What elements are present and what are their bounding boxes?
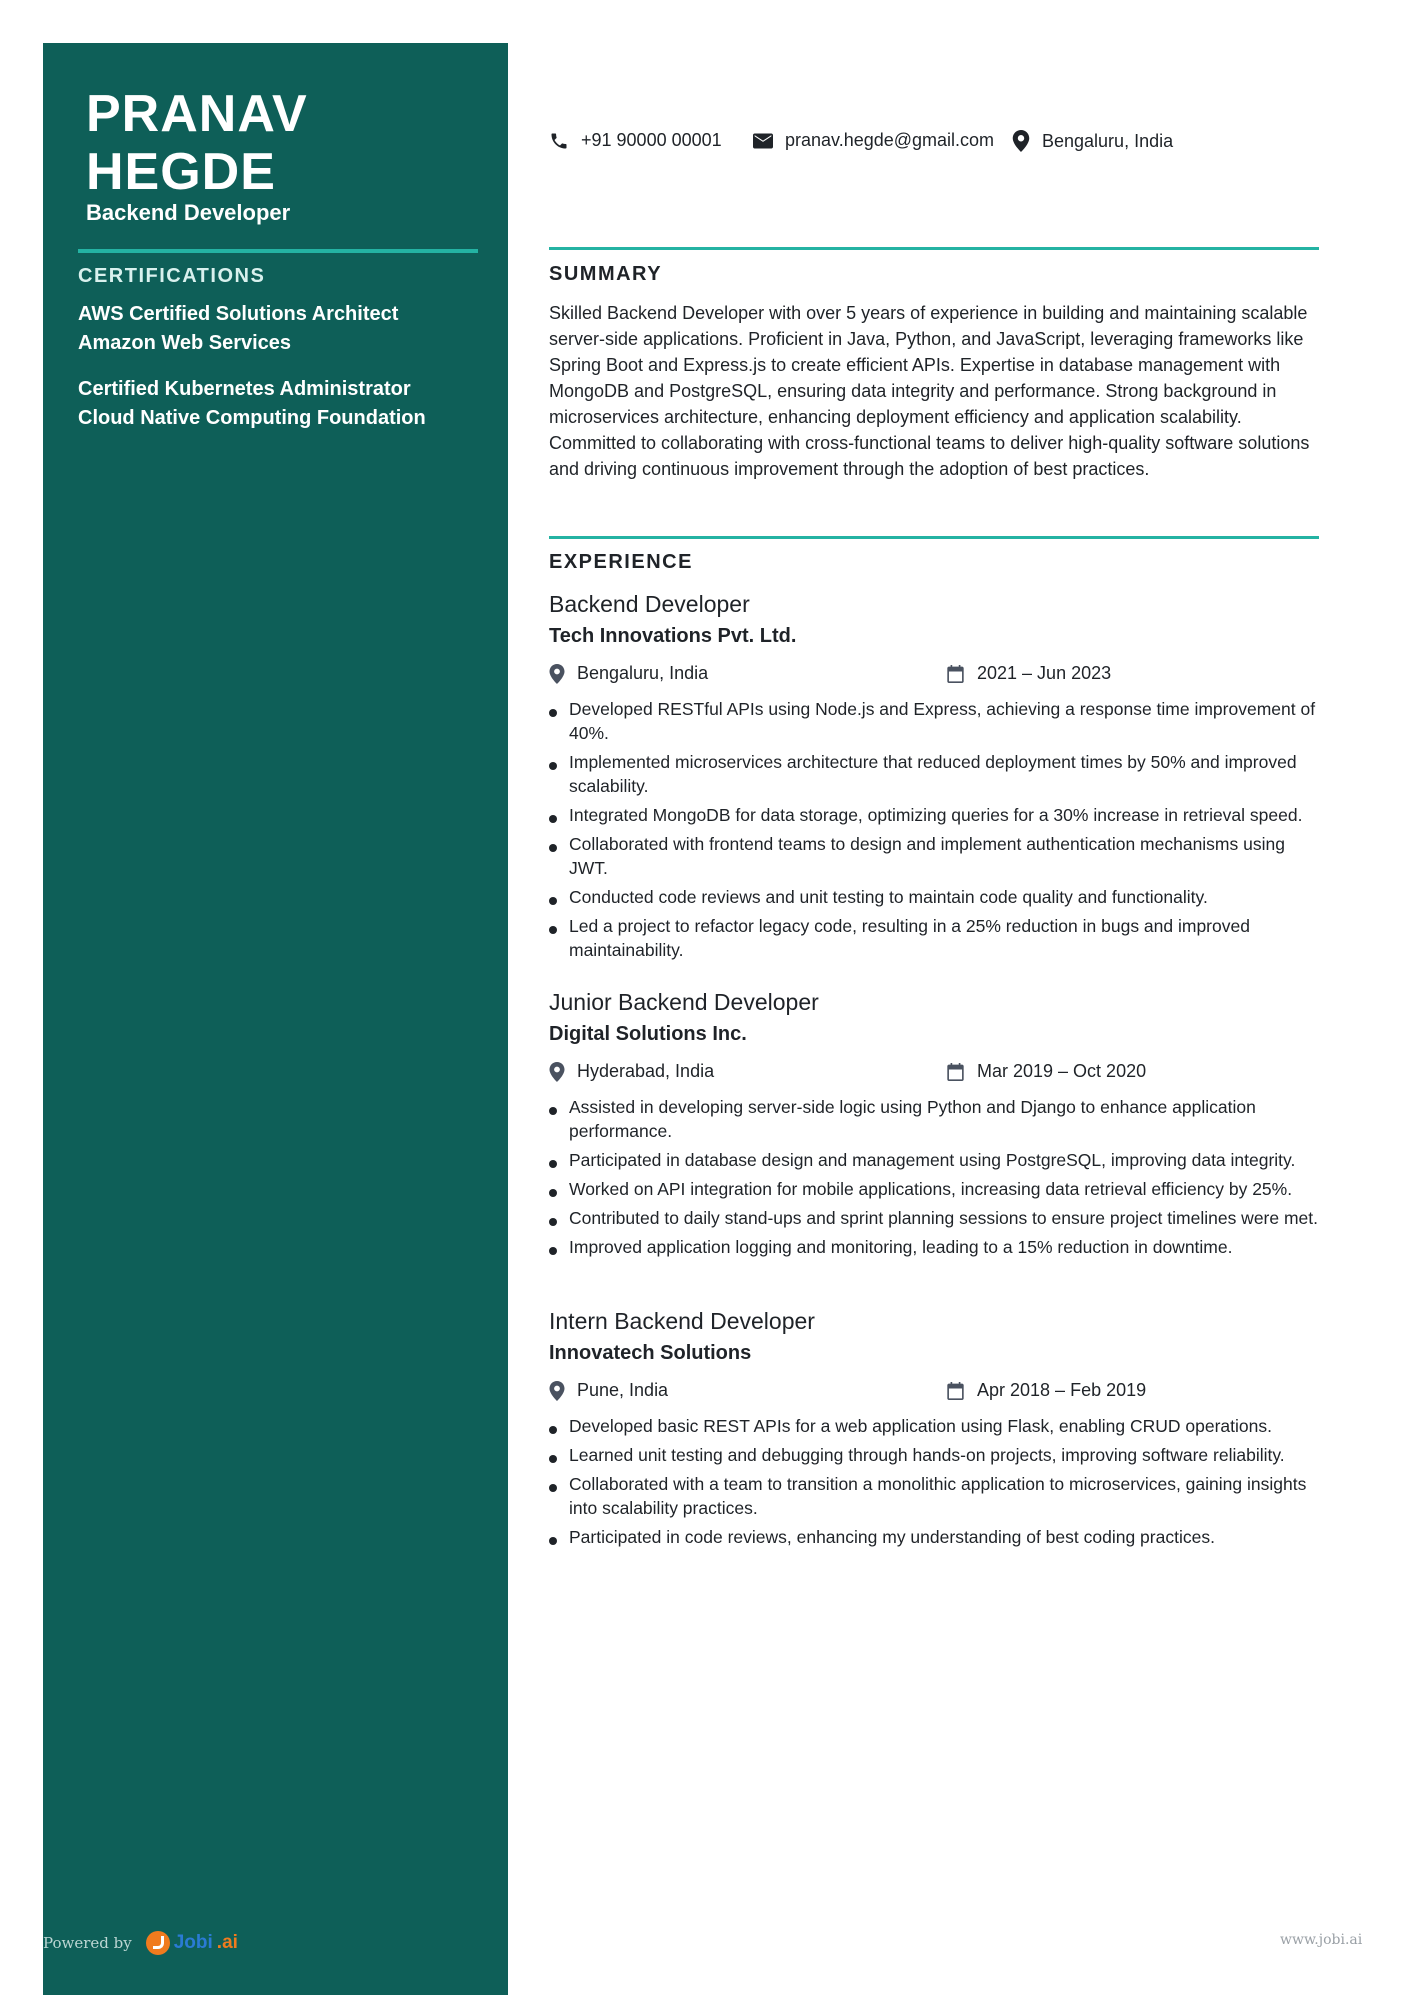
last-name: HEGDE [86,143,276,201]
section-divider [549,536,1319,539]
contact-email[interactable] [753,130,994,151]
sidebar-divider [78,249,478,253]
candidate-name [86,85,466,201]
candidate-role: Backend Developer [86,200,291,225]
calendar-icon [947,1063,964,1081]
job-bullet: Learned unit testing and debugging through hands-on projects, improving software reliability. [549,1443,1324,1467]
job-bullets [549,1414,1324,1549]
job-title: Intern Backend Developer [549,1308,815,1334]
job-location [549,1061,714,1082]
certifications-heading: CERTIFICATIONS [78,265,266,287]
location-icon [549,1062,565,1082]
job-dates-text: Apr 2018 – Feb 2019 [977,1380,1147,1400]
job-bullet: Collaborated with frontend teams to design and implement authentication mechanisms using JWT. [549,832,1324,880]
experience-entry [549,986,1324,1264]
certification-issuer: Amazon Web Services [78,332,292,354]
job-dates [947,663,1111,684]
job-bullet: Developed RESTful APIs using Node.js and Express, achieving a response time improvement of 40%. [549,697,1324,745]
contact-location [1012,130,1173,152]
job-bullet: Participated in database design and management using PostgreSQL, improving data integrity. [549,1148,1324,1172]
email-icon [753,133,773,149]
job-bullet: Implemented microservices architecture that reduced deployment times by 50% and improved scalability. [549,750,1324,798]
job-location [549,663,708,684]
job-company: Innovatech Solutions [549,1342,752,1364]
job-bullet: Contributed to daily stand-ups and sprint planning sessions to ensure project timelines were met. [549,1206,1324,1230]
job-title: Junior Backend Developer [549,989,819,1015]
phone-text: +91 90000 00001 [581,130,722,150]
experience-entry [549,1305,1324,1554]
job-bullet: Integrated MongoDB for data storage, optimizing queries for a 30% increase in retrieval speed. [549,803,1324,827]
job-bullet: Assisted in developing server-side logic using Python and Django to enhance application performance. [549,1095,1324,1143]
job-location-text: Hyderabad, India [577,1061,715,1081]
calendar-icon [947,1382,964,1400]
job-bullet: Worked on API integration for mobile applications, increasing data retrieval efficiency by 25%. [549,1177,1324,1201]
section-divider [549,247,1319,250]
job-location [549,1380,668,1401]
job-dates [947,1380,1146,1401]
job-dates [947,1061,1146,1082]
location-text: Bengaluru, India [1042,130,1174,151]
contact-phone[interactable] [549,130,722,151]
job-location-text: Bengaluru, India [577,663,709,683]
location-icon [549,1381,565,1401]
certification-item [78,300,498,358]
job-bullet: Conducted code reviews and unit testing to maintain code quality and functionality. [549,885,1324,909]
job-bullet: Developed basic REST APIs for a web application using Flask, enabling CRUD operations. [549,1414,1324,1438]
jobi-logo-suffix: .ai [216,1932,238,1953]
phone-icon [549,131,569,151]
job-meta [549,1061,1324,1091]
jobi-logo[interactable] [146,1931,238,1955]
job-dates-text: 2021 – Jun 2023 [977,663,1112,683]
certification-name: AWS Certified Solutions Architect [78,303,399,325]
job-company: Tech Innovations Pvt. Ltd. [549,625,797,647]
site-link[interactable]: www.jobi.ai [1280,1932,1363,1948]
job-meta [549,1380,1324,1410]
sidebar [43,43,508,1995]
location-icon [549,664,565,684]
certification-issuer: Cloud Native Computing Foundation [78,407,426,429]
powered-by [43,1931,238,1955]
job-bullets [549,1095,1324,1259]
jobi-logo-text: Jobi [173,1932,213,1953]
summary-text: Skilled Backend Developer with over 5 years of experience in building and maintaining scalable server-side applications. Proficient in Java, Python, and JavaScript, leveraging frameworks like Spring Boot and Express.js to create efficient APIs. Expertise in database management with MongoDB and PostgreSQL, ensuring data integrity and performance. Strong background in microservices architecture, enhancing deployment efficiency and application scalability. Committed to collaborating with cross-functional teams to deliver high-quality software solutions and driving continuous improvement through the adoption of best practices. [549,303,1310,479]
powered-by-label: Powered by [43,1934,132,1952]
job-location-text: Pune, India [577,1380,669,1400]
job-bullet: Collaborated with a team to transition a monolithic application to microservices, gaining insights into scalability practices. [549,1472,1324,1520]
certification-item [78,375,498,433]
job-company: Digital Solutions Inc. [549,1023,747,1045]
calendar-icon [947,665,964,683]
job-bullet: Improved application logging and monitoring, leading to a 15% reduction in downtime. [549,1235,1324,1259]
job-bullets [549,697,1324,962]
experience-entry [549,588,1324,967]
job-bullet: Participated in code reviews, enhancing my understanding of best coding practices. [549,1525,1324,1549]
summary-heading: SUMMARY [549,263,663,285]
first-name: PRANAV [86,85,308,143]
job-bullet: Led a project to refactor legacy code, resulting in a 25% reduction in bugs and improved maintainability. [549,914,1324,962]
job-meta [549,663,1324,693]
jobi-logo-icon [146,1931,170,1955]
location-icon [1012,130,1030,152]
certification-name: Certified Kubernetes Administrator [78,378,411,400]
job-title: Backend Developer [549,591,750,617]
job-dates-text: Mar 2019 – Oct 2020 [977,1061,1147,1081]
email-text: pranav.hegde@gmail.com [785,130,995,150]
experience-heading: EXPERIENCE [549,551,693,573]
